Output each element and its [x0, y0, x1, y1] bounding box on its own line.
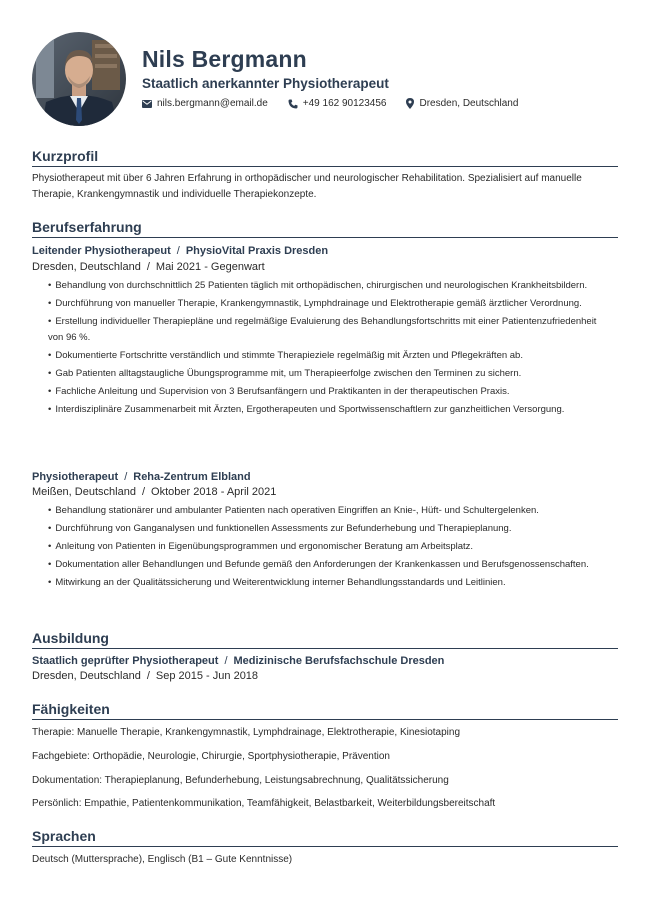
- job-2-meta: [32, 486, 276, 498]
- list-item: • Dokumentation aller Behandlungen und Befunde gemäß den Anforderungen der Krankenkassen und Berufsgenossenschaften.: [48, 557, 604, 573]
- education-place: Dresden, Deutschland: [32, 670, 141, 682]
- languages-text: Deutsch (Muttersprache), Englisch (B1 – Gute Kenntnisse): [32, 854, 293, 865]
- job-2-company: Reha-Zentrum Elbland: [133, 471, 251, 483]
- section-title-education: Ausbildung: [32, 630, 618, 649]
- contact-email[interactable]: [142, 98, 268, 109]
- job-2-separator: /: [124, 471, 128, 483]
- list-item: • Gab Patienten alltagstaugliche Übungsprogramme mit, um Therapieerfolge zwischen den Terminen zu sichern.: [48, 366, 604, 382]
- job-1-bullets: [48, 278, 604, 420]
- resume-header: [32, 32, 622, 126]
- job-1-meta-separator: /: [146, 261, 150, 273]
- profile-photo: [32, 32, 126, 126]
- section-title-profile: Kurzprofil: [32, 148, 618, 167]
- list-item: • Behandlung stationärer und ambulanter Patienten nach operativen Eingriffen an Knie-, Hüft- und Schultergelenken.: [48, 503, 604, 519]
- list-item: • Interdisziplinäre Zusammenarbeit mit Ärzten, Ergotherapeuten und Sportwissenschaftlern zur ganzheitlichen Versorgung.: [48, 402, 604, 418]
- job-2-bullets: [48, 503, 604, 593]
- contact-phone[interactable]: [288, 98, 387, 109]
- location-pin-icon: [406, 98, 414, 109]
- education-separator: /: [224, 655, 228, 667]
- education-school: Medizinische Berufsfachschule Dresden: [233, 655, 445, 667]
- list-item: • Durchführung von Ganganalysen und funktionellen Assessments zur Befunderhebung und Therapieplanung.: [48, 521, 604, 537]
- list-item: • Durchführung von manueller Therapie, Krankengymnastik, Lymphdrainage und Elektrotherapie gemäß ärztlicher Verordnung.: [48, 296, 604, 312]
- phone-text: +49 162 90123456: [302, 98, 387, 109]
- education-meta: [32, 670, 258, 682]
- job-1-heading: [32, 245, 328, 257]
- job-2-heading: [32, 471, 251, 483]
- job-2-period: Oktober 2018 - April 2021: [151, 486, 277, 498]
- list-item: • Anleitung von Patienten in Eigenübungsprogrammen und ergonomischer Beratung am Arbeitsplatz.: [48, 539, 604, 555]
- education-degree: Staatlich geprüfter Physiotherapeut: [32, 655, 219, 667]
- skill-line-documentation: Dokumentation: Therapieplanung, Befunderhebung, Leistungsabrechnung, Qualitätssicherung: [32, 775, 449, 786]
- email-icon: [142, 100, 152, 108]
- list-item: • Dokumentierte Fortschritte verständlich und stimmte Therapieziele regelmäßig mit Ärzten und Pflegekräften ab.: [48, 348, 604, 364]
- list-item: • Behandlung von durchschnittlich 25 Patienten täglich mit orthopädischen, chirurgischen und neurologischen Krankheitsbildern.: [48, 278, 604, 294]
- profile-text: Physiotherapeut mit über 6 Jahren Erfahrung in orthopädischer und neurologischer Rehabilitation. Spezialisiert auf manuelle Therapie, Krankengymnastik und individuelle Therapiekonzepte.: [32, 173, 582, 200]
- job-2-meta-separator: /: [141, 486, 146, 498]
- section-title-skills: Fähigkeiten: [32, 701, 618, 720]
- job-1-period: Mai 2021 - Gegenwart: [155, 261, 265, 273]
- list-item: • Erstellung individueller Therapiepläne und regelmäßige Evaluierung des Behandlungsfortschritts mit einer Patientenzufriedenheit von 96 %.: [48, 314, 604, 346]
- job-1-company: PhysioVital Praxis Dresden: [185, 245, 329, 257]
- list-item: • Fachliche Anleitung und Supervision von 3 Berufsanfängern und Praktikanten in der therapeutischen Praxis.: [48, 384, 604, 400]
- job-1-role: Leitender Physiotherapeut: [32, 245, 171, 257]
- skill-line-personal: Persönlich: Empathie, Patientenkommunikation, Teamfähigkeit, Belastbarkeit, Weiterbildungsbereitschaft: [32, 798, 496, 809]
- education-meta-separator: /: [146, 670, 150, 682]
- candidate-title: Staatlich anerkannter Physiotherapeut: [142, 76, 389, 91]
- location-text: Dresden, Deutschland: [419, 98, 519, 109]
- job-1-meta: [32, 261, 265, 273]
- job-1-separator: /: [176, 245, 180, 257]
- skill-line-specialties: Fachgebiete: Orthopädie, Neurologie, Chirurgie, Sportphysiotherapie, Prävention: [32, 751, 390, 762]
- job-2-role: Physiotherapeut: [32, 471, 119, 483]
- list-item: • Mitwirkung an der Qualitätssicherung und Weiterentwicklung interner Behandlungsstandards und Leitlinien.: [48, 575, 604, 591]
- contact-location: [406, 98, 518, 109]
- skill-line-therapy: Therapie: Manuelle Therapie, Krankengymnastik, Lymphdrainage, Elektrotherapie, Kinesiotaping: [32, 727, 461, 738]
- education-period: Sep 2015 - Jun 2018: [155, 670, 259, 682]
- job-2-place: Meißen, Deutschland: [32, 486, 136, 498]
- candidate-name: Nils Bergmann: [142, 46, 307, 72]
- section-title-languages: Sprachen: [32, 828, 618, 847]
- email-text: nils.bergmann@email.de: [157, 98, 268, 109]
- contact-row: [142, 98, 538, 109]
- education-heading: [32, 655, 444, 667]
- phone-icon: [288, 99, 298, 109]
- section-title-experience: Berufserfahrung: [32, 219, 618, 238]
- job-1-place: Dresden, Deutschland: [32, 261, 141, 273]
